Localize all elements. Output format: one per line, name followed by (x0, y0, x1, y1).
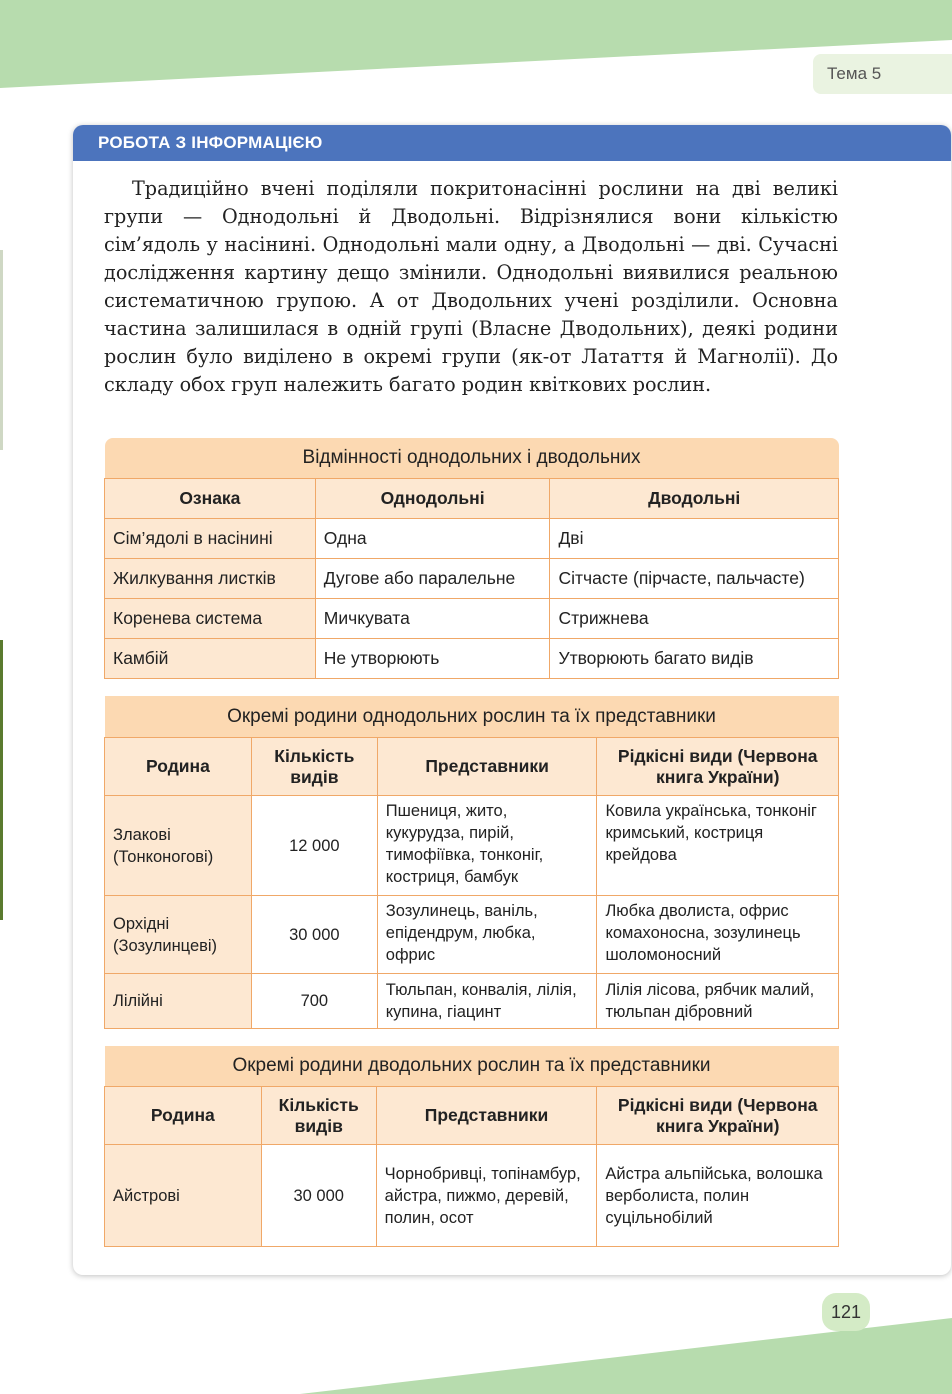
monocot-dicot-differences-table (104, 438, 839, 679)
table-cell: Стрижнева (550, 599, 839, 639)
table-row (105, 599, 839, 639)
table-row (105, 519, 839, 559)
table-cell: Пшениця, жито, кукурудза, пирій, тимофіївка, тонконіг, костриця, бамбук (377, 796, 597, 896)
table-row (105, 559, 839, 599)
left-edge-shadow (0, 250, 3, 450)
table-cell: Лілія лісова, рябчик малий, тюльпан дібровний (597, 974, 839, 1029)
table-header: Родина (105, 738, 252, 796)
table-header: Родина (105, 1087, 262, 1145)
left-edge-stripe (0, 640, 3, 920)
table-row (105, 974, 839, 1029)
table-cell: Орхідні (Зозулинцеві) (105, 896, 252, 974)
table-cell: 30 000 (251, 896, 377, 974)
table-header: Представники (376, 1087, 597, 1145)
table-caption: Окремі родини дводольних рослин та їх представники (105, 1046, 839, 1087)
monocot-families-table (104, 696, 839, 1029)
table-header: Дводольні (550, 479, 839, 519)
table-cell: Тюльпан, конвалія, лілія, купина, гіацинт (377, 974, 597, 1029)
table-cell: Зозулинець, ваніль, епідендрум, любка, офрис (377, 896, 597, 974)
table-row (105, 896, 839, 974)
table-header: Однодольні (315, 479, 550, 519)
table-cell: Утворюють багато видів (550, 639, 839, 679)
table-row (105, 639, 839, 679)
table-row (105, 796, 839, 896)
table-caption: Відмінності однодольних і дводольних (105, 438, 839, 479)
panel-header (73, 125, 951, 161)
table-cell: Лілійні (105, 974, 252, 1029)
table-cell: Любка дволиста, офрис комахоносна, зозулинець шоломоносний (597, 896, 839, 974)
bottom-decorative-band (0, 1314, 952, 1394)
table-header: Кількість видів (251, 738, 377, 796)
table-row (105, 1145, 839, 1247)
table-cell: Не утворюють (315, 639, 550, 679)
table-cell: Злакові (Тонконогові) (105, 796, 252, 896)
table-header: Рідкісні види (Червона книга України) (597, 1087, 839, 1145)
intro-paragraph: Традиційно вчені поділяли покритонасінні рослини на дві великі групи — Однодольні й Дводольні. Відрізнялися вони кількістю сім’ядоль у насінині. Однодольні мали одну, а Дводольні — дві. Сучасні дослідження картину дещо змінили. Однодольні виявилися реальною систематичною групою. А от Дводольних учені розділили. Основна частина залишилася в одній групі (Власне Дводольних), деякі родини рослин було виділено в окремі групи (як-от Латаття й Магнолії). До складу обох груп належить багато родин квіткових рослин. (104, 177, 838, 396)
table-header: Кількість видів (261, 1087, 376, 1145)
table-cell: Одна (315, 519, 550, 559)
table-cell: Айстра альпійська, волошка верболиста, полин суцільнобілий (597, 1145, 839, 1247)
table-cell: Дугове або паралельне (315, 559, 550, 599)
table-cell: Жилкування листків (105, 559, 316, 599)
top-decorative-band (0, 0, 952, 92)
table-header: Ознака (105, 479, 316, 519)
table-cell: 30 000 (261, 1145, 376, 1247)
table-cell: Камбій (105, 639, 316, 679)
table-cell: Айстрові (105, 1145, 262, 1247)
table-cell: Ковила українська, тонконіг кримський, костриця крейдова (597, 796, 839, 896)
table-cell: Дві (550, 519, 839, 559)
panel-title: РОБОТА З ІНФОРМАЦІЄЮ (98, 133, 323, 152)
topic-tab: Тема 5 (813, 54, 952, 94)
table-cell: Сім’ядолі в насінині (105, 519, 316, 559)
table-cell: Чорнобривці, топінамбур, айстра, пижмо, деревій, полин, осот (376, 1145, 597, 1247)
table-cell: Коренева система (105, 599, 316, 639)
page-number: 121 (822, 1293, 870, 1331)
dicot-families-table (104, 1046, 839, 1247)
table-cell: Мичкувата (315, 599, 550, 639)
table-caption: Окремі родини однодольних рослин та їх представники (105, 696, 839, 738)
table-cell: 700 (251, 974, 377, 1029)
table-header: Представники (377, 738, 597, 796)
table-cell: 12 000 (251, 796, 377, 896)
table-cell: Сітчасте (пірчасте, пальчасте) (550, 559, 839, 599)
table-header: Рідкісні види (Червона книга України) (597, 738, 839, 796)
